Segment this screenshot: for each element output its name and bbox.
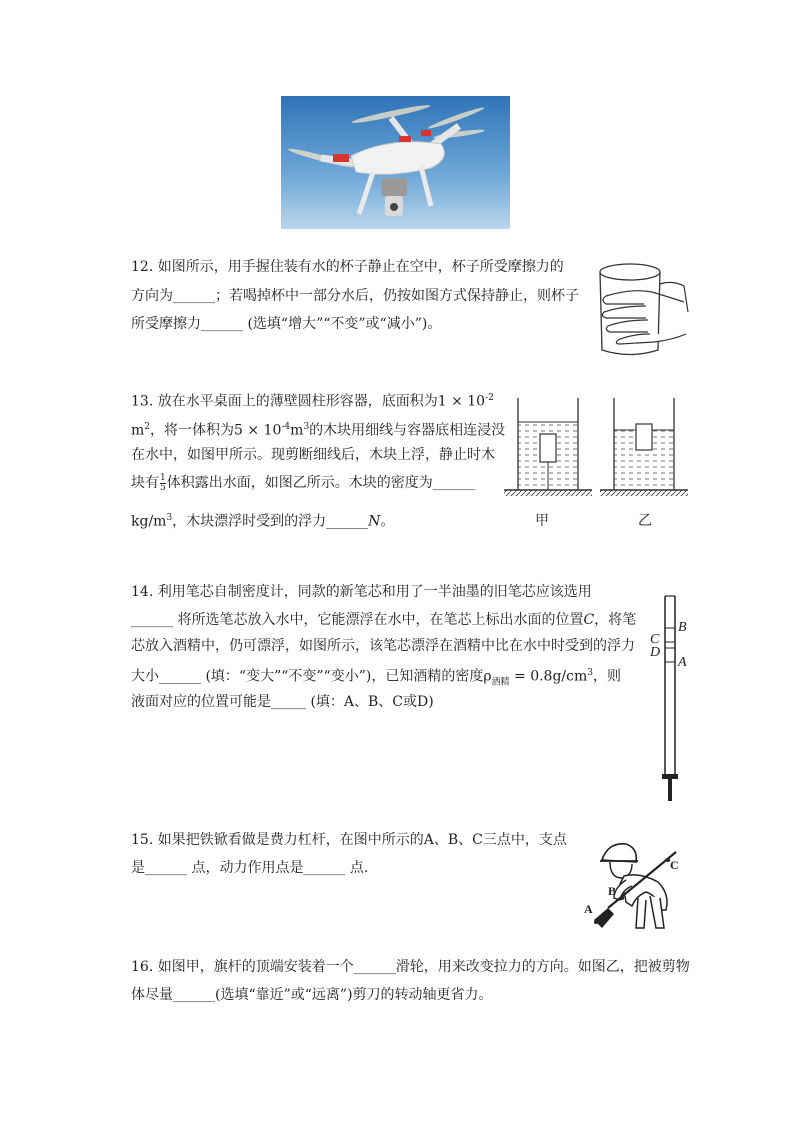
worker-shovel-figure — [580, 836, 690, 934]
q14-line4-sub: 酒精 — [491, 677, 510, 688]
q13-fraction — [160, 474, 166, 493]
q12-line2: 方向为______；若喝掉杯中一部分水后，仍按如图方式保持静止，则杯子 — [131, 288, 579, 304]
q14-line4-c: ，则 — [593, 668, 621, 685]
q13-line5 — [131, 508, 394, 532]
q13-line5-c: 。 — [380, 513, 395, 530]
q13-frac-num: 1 — [160, 472, 166, 483]
q14-line2-b: ，将笔 — [594, 612, 637, 628]
cup-in-hand-figure — [592, 262, 690, 360]
q13-line2-sup1: 2 — [144, 422, 151, 432]
q15-line1: 15. 如果把铁锨看做是费力杠杆，在图中所示的A、B、C三点中，支点 — [131, 832, 567, 848]
q13-line1-text: 13. 放在水平桌面上的薄壁圆柱形容器，底面积为1 × 10 — [131, 393, 486, 410]
label-jia: 甲 — [535, 514, 549, 529]
q14-line2 — [131, 610, 636, 630]
q13-line2-m2: m — [290, 422, 304, 439]
q13-line2-text: ，将一体积为5 × 10 — [150, 422, 282, 439]
q14-line2-c: C — [583, 612, 595, 628]
q13-line3: 在水中，如图甲所示。现剪断细线后，木块上浮，静止时木 — [131, 447, 495, 463]
containers-figure — [500, 392, 690, 504]
pen-label-a: A — [678, 655, 687, 670]
q14-line4-a: 大小______ (填：“变大”“不变”“变小”)，已知酒精的密度ρ — [131, 668, 492, 685]
q13-line4-a: 块有 — [131, 475, 159, 491]
worker-label-b: B — [608, 884, 617, 898]
pen-label-d: D — [650, 645, 661, 660]
q13-line5-a: kg/m — [131, 513, 167, 530]
q14-line2-a: ______ 将所选笔芯放入水中，它能漂浮在水中，在笔芯上标出水面的位置 — [131, 612, 584, 628]
pen-label-c: C — [650, 632, 660, 647]
worker-label-a: A — [584, 902, 593, 916]
q13-line4-b: 体积露出水面，如图乙所示。木块的密度为______ — [166, 475, 475, 491]
q13-line4 — [131, 473, 475, 493]
q13-line1-sup: -2 — [485, 393, 494, 403]
q14-line4 — [131, 663, 621, 692]
q14-line5: 液面对应的位置可能是_____ (填：A、B、C或D) — [131, 694, 434, 710]
q13-frac-den: 5 — [160, 482, 166, 493]
q13-line5-sup: 3 — [166, 513, 173, 523]
worker-label-c: C — [670, 858, 679, 872]
q15-line2: 是______ 点，动力作用点是______ 点. — [131, 860, 369, 876]
q12-line1: 12. 如图所示，用手握住装有水的杯子静止在空中，杯子所受摩擦力的 — [131, 259, 564, 275]
q12-line3: 所受摩擦力______ (选填“增大”“不变”或“减小”)。 — [131, 316, 442, 332]
q13-line2-m: m — [131, 422, 145, 439]
q13-line2-rest: 的木块用细线与容器底相连浸没 — [309, 422, 506, 439]
q13-line5-b: ，木块漂浮时受到的浮力______ — [172, 513, 369, 530]
label-yi: 乙 — [638, 514, 652, 529]
q13-line2-sup2: -4 — [281, 422, 291, 432]
q16-line1: 16. 如图甲，旗杆的顶端安装着一个______滑轮，用来改变拉力的方向。如图乙，把被剪物 — [131, 959, 690, 975]
pen-label-b: B — [678, 620, 687, 635]
q13-line2 — [131, 417, 505, 441]
q14-line1: 14. 利用笔芯自制密度计，同款的新笔芯和用了一半油墨的旧笔芯应该选用 — [131, 584, 592, 600]
q14-line4-sup: 3 — [587, 668, 593, 678]
q14-line4-b: = 0.8g/cm — [509, 668, 588, 685]
q13-line2-sup3: 3 — [303, 422, 310, 432]
q14-line3: 芯放入酒精中，仍可漂浮，如图所示，该笔芯漂浮在酒精中比在水中时受到的浮力 — [131, 638, 635, 654]
q13-line1 — [131, 388, 494, 412]
q16-line2: 体尽量______(选填“靠近”或“远离”)剪刀的转动轴更省力。 — [131, 987, 493, 1003]
q13-line5-n: N — [368, 513, 381, 530]
drone-photo — [281, 96, 510, 229]
